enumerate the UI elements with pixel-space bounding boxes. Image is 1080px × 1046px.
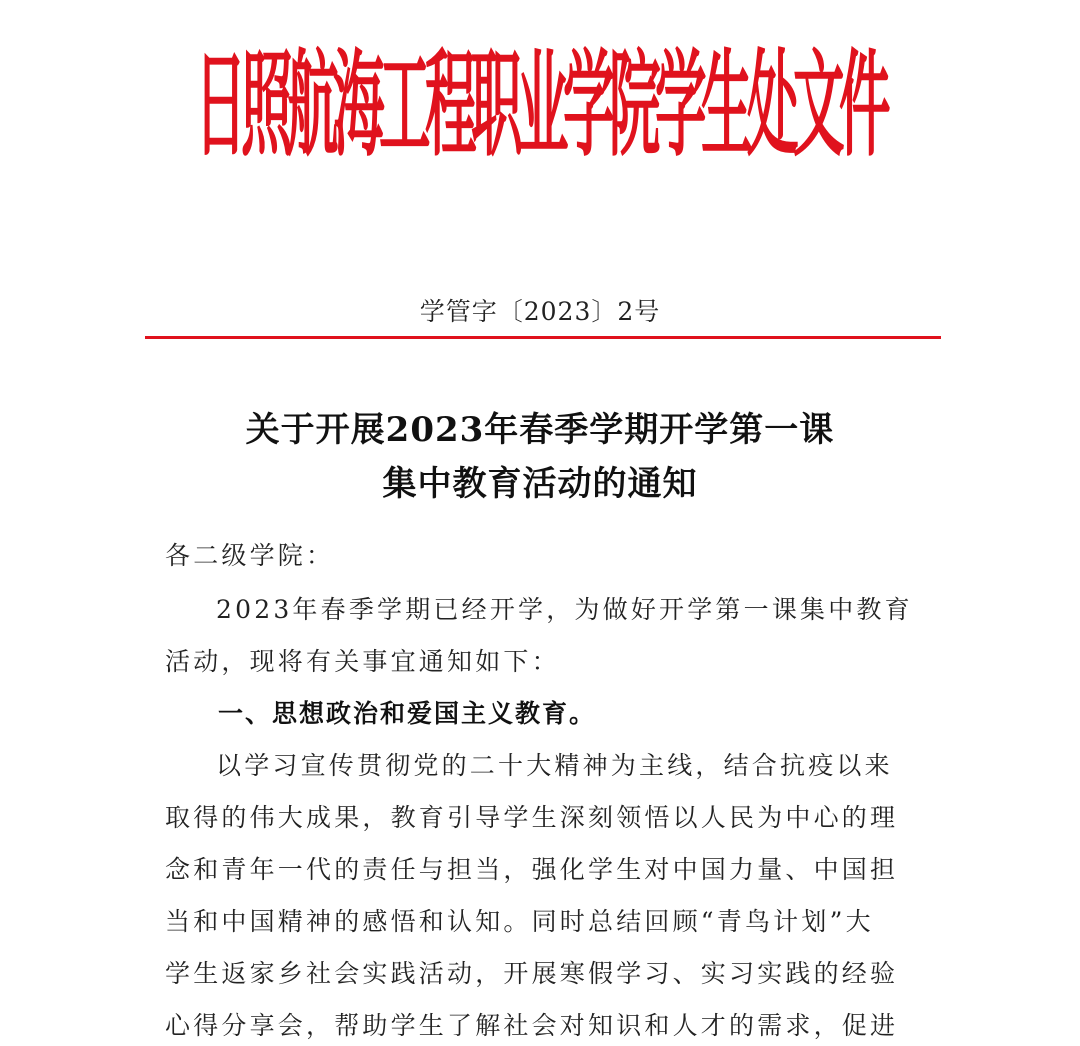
paragraph-line: 当和中国精神的感悟和认知。同时总结回顾“青鸟计划”大 — [165, 907, 874, 936]
paragraph-line: 以学习宣传贯彻党的二十大精神为主线，结合抗疫以来 — [216, 751, 893, 780]
paragraph-line: 学生返家乡社会实践活动，开展寒假学习、实习实践的经验 — [165, 959, 899, 988]
intro-line: 活动，现将有关事宜通知如下： — [165, 647, 560, 676]
document-number: 学管字〔2023〕2号 — [419, 297, 661, 326]
notice-title-line-1: 关于开展2023年春季学期开学第一课 — [245, 410, 835, 450]
document-header — [0, 39, 1080, 173]
paragraph-line: 心得分享会，帮助学生了解社会对知识和人才的需求，促进 — [165, 1011, 899, 1040]
red-divider-rule — [145, 336, 941, 339]
paragraph-line: 取得的伟大成果，教育引导学生深刻领悟以人民为中心的理 — [165, 803, 899, 832]
section-heading: 一、思想政治和爱国主义教育。 — [218, 699, 597, 728]
notice-title-line-2: 集中教育活动的通知 — [382, 464, 698, 504]
salutation: 各二级学院： — [165, 541, 335, 570]
issuing-office-title: 日照航海工程职业学院学生处文件 — [195, 39, 885, 173]
paragraph-line: 念和青年一代的责任与担当，强化学生对中国力量、中国担 — [165, 855, 899, 884]
intro-line: 2023年春季学期已经开学，为做好开学第一课集中教育 — [216, 595, 913, 624]
